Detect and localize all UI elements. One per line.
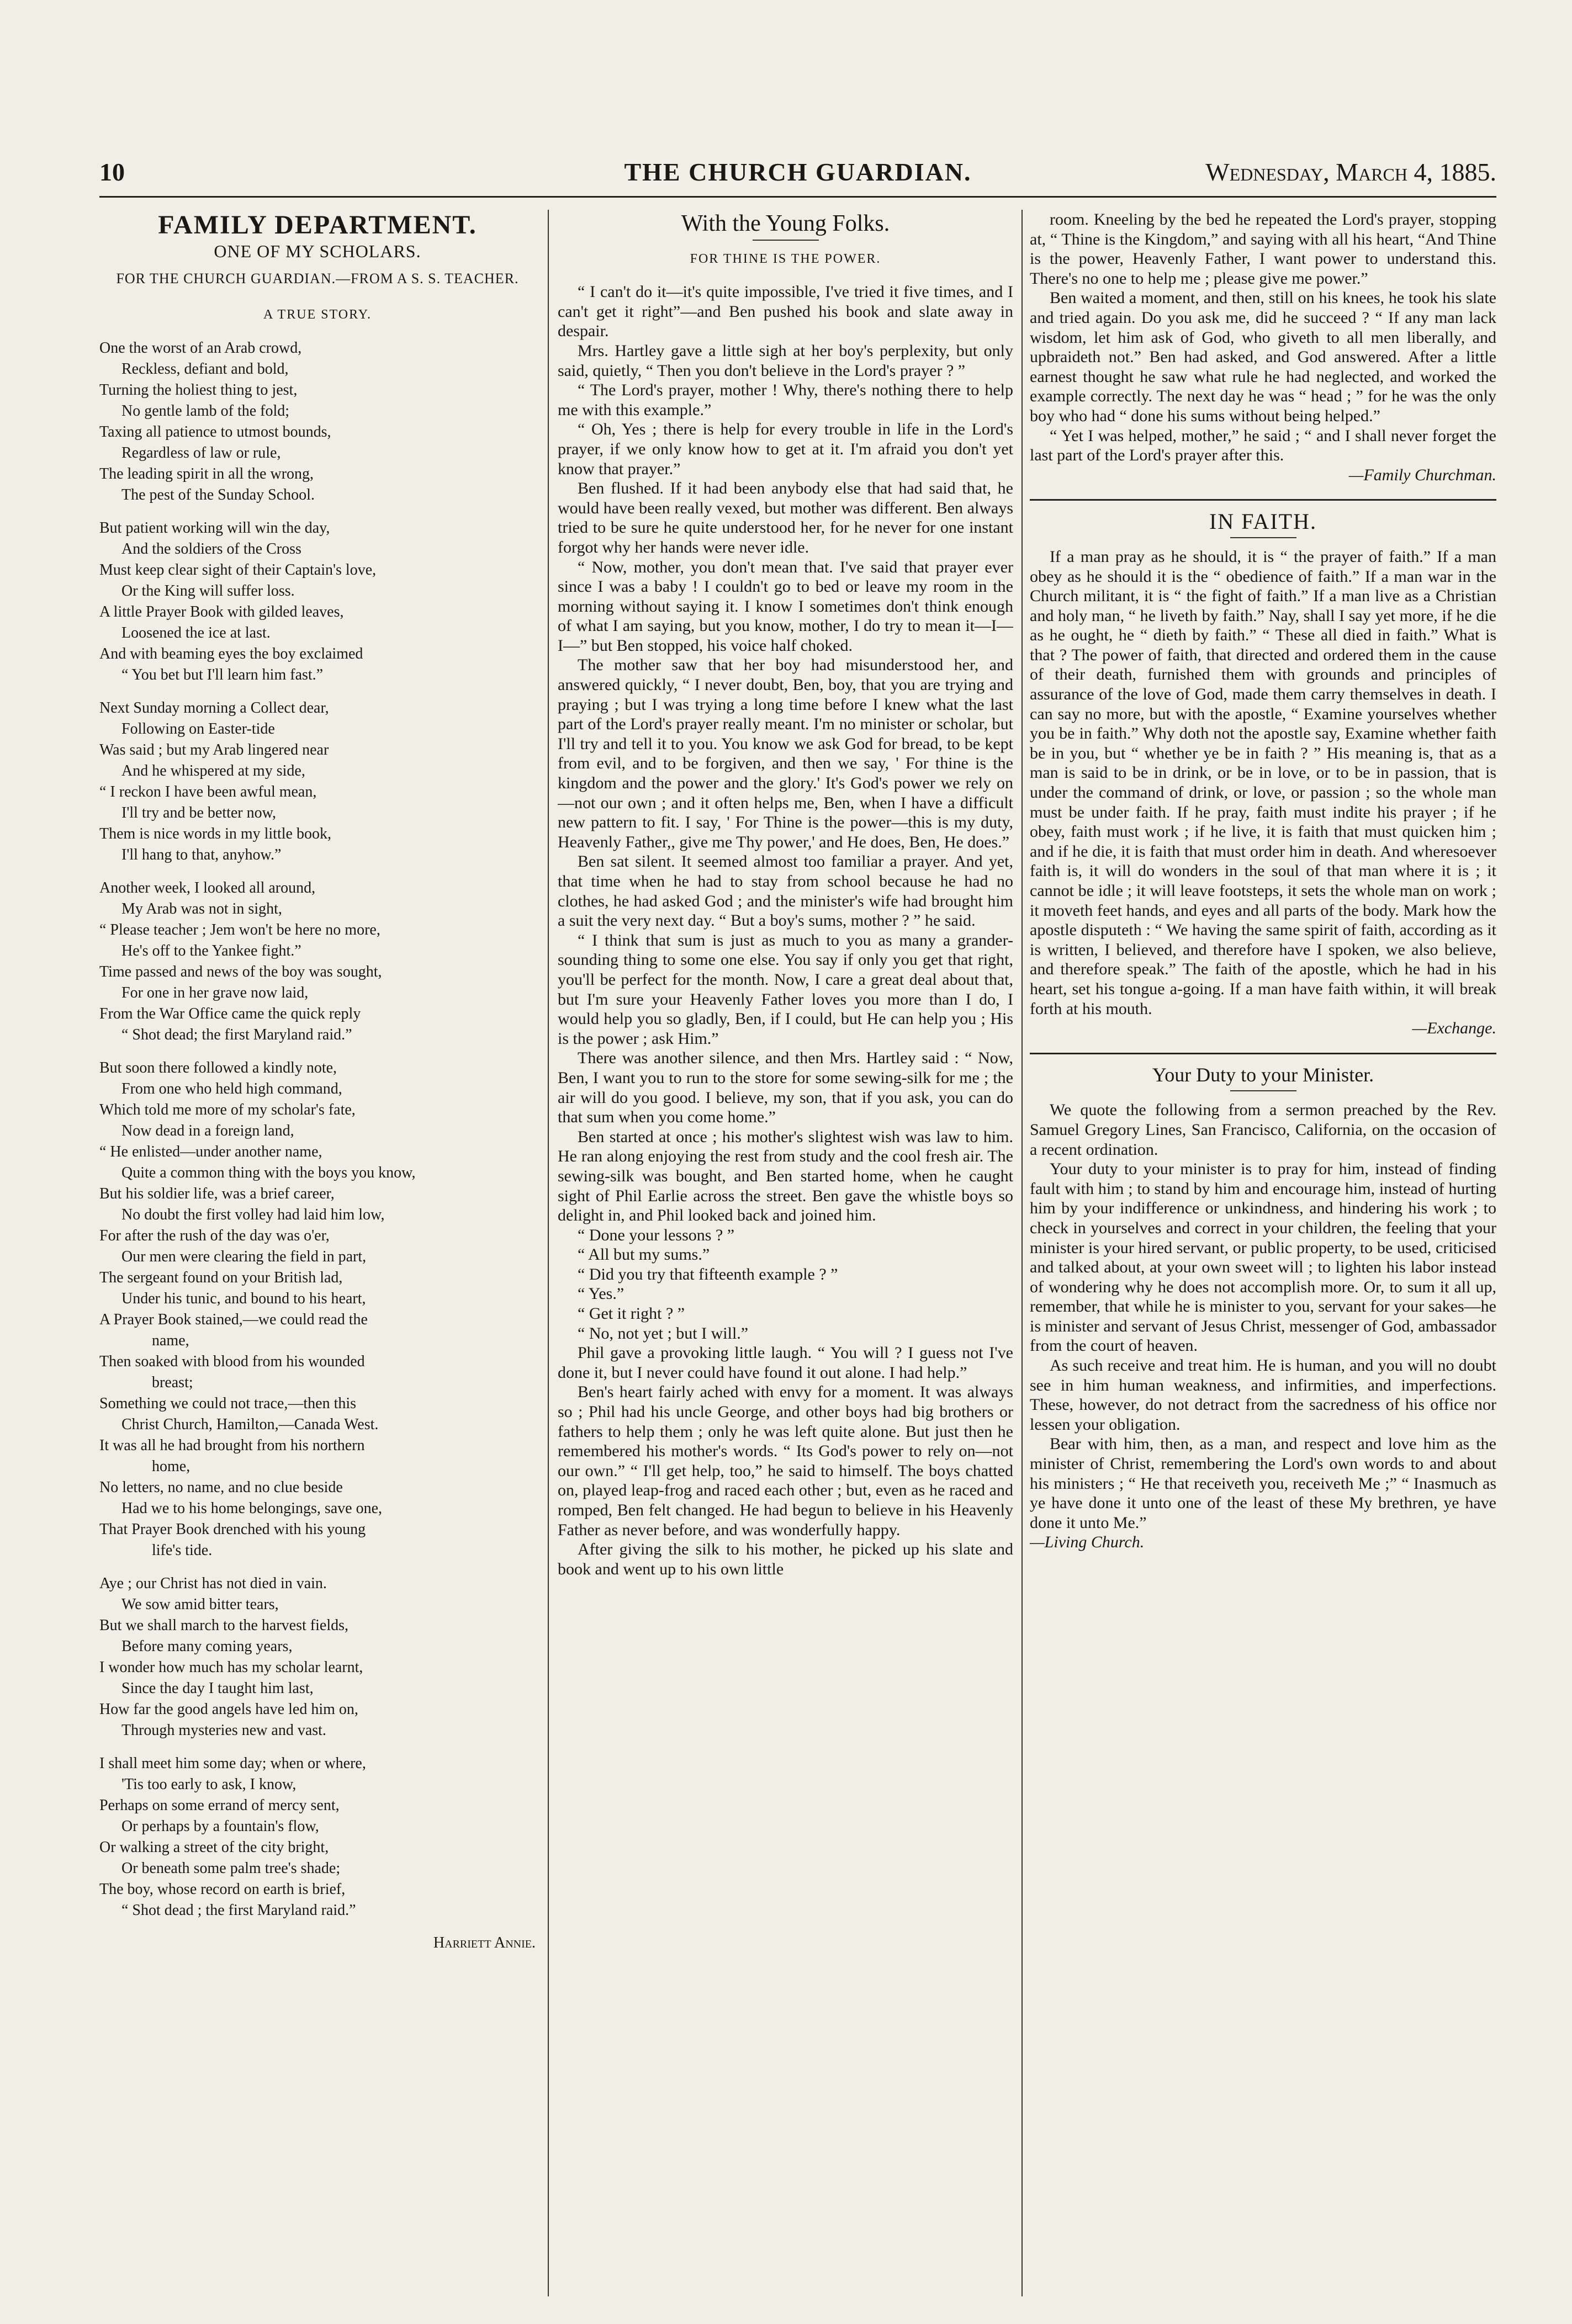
story-paragraph: “ Did you try that fifteenth example ? ” <box>578 1265 838 1283</box>
poem-line: Before many coming years, <box>121 1638 293 1656</box>
poem-line: Or the King will suffer loss. <box>121 582 295 600</box>
story-paragraph: Ben started at once ; his mother's slightest wish was law to him. He ran along enjoying the rest from study and the cool fresh air. The sewing-silk was bought, and Ben started home, when he caught sight of Phil Earlie across the street. Ben gave the whistle boys so delight in, and Phil looked back and joined him. <box>558 1127 1013 1225</box>
source-credit: —Exchange. <box>1412 1019 1496 1038</box>
poem-line: Or walking a street of the city bright, <box>99 1839 329 1856</box>
poem-line: Was said ; but my Arab lingered near <box>99 741 329 759</box>
story-paragraph: There was another silence, and then Mrs. Hartley said : “ Now, Ben, I want you to run to the store for some sewing-silk for me ; the air will do you good. I believe, my son, that if you ask, you can do that sum when you come home.” <box>558 1049 1013 1127</box>
poem-line: Loosened the ice at last. <box>121 624 271 642</box>
page-header <box>99 157 1496 190</box>
poem-line: But we shall march to the harvest fields, <box>99 1617 348 1635</box>
poem-line: But patient working will win the day, <box>99 519 330 537</box>
story-continuation <box>1030 210 1496 465</box>
poem-line: “ Shot dead ; the first Maryland raid.” <box>121 1902 356 1919</box>
heading-rule <box>1230 1090 1296 1091</box>
story-paragraph: “ All but my sums.” <box>578 1245 710 1264</box>
poem-line: Something we could not trace,—then this <box>99 1395 357 1413</box>
section-rule <box>1030 499 1496 501</box>
heading-rule <box>753 240 819 241</box>
source-credit: —Family Churchman. <box>1348 465 1496 484</box>
poem-subline: A TRUE STORY. <box>263 307 372 322</box>
poem-line: Next Sunday morning a Collect dear, <box>99 699 329 717</box>
story-paragraph: “ Oh, Yes ; there is help for every trouble in life in the Lord's prayer, if we only know how to get at it. I'm afraid you don't yet know that prayer.” <box>558 420 1013 478</box>
story-paragraph: “ I think that sum is just as much to you as many a grander-sounding thing to some one else. You say if only you get that right, you'll be perfect for the month. Now, I care a great deal about that, but I'm sure your Heavenly Father loves you more than I do, I would help you so gladly, Ben, if I could, but He can help you ; His is the power ; ask Him.” <box>558 931 1013 1048</box>
poem-line: The pest of the Sunday School. <box>121 486 315 504</box>
poem-line: I wonder how much has my scholar learnt, <box>99 1659 363 1676</box>
story-paragraph: “ No, not yet ; but I will.” <box>578 1324 749 1343</box>
column-young-folks <box>558 210 1013 2296</box>
faith-heading: IN FAITH. <box>1209 509 1317 534</box>
poem-line: And he whispered at my side, <box>121 762 305 780</box>
poem-line: Taxing all patience to utmost bounds, <box>99 423 331 441</box>
poem-stanza <box>99 1753 536 1921</box>
poem-stanza <box>99 518 536 686</box>
story-body <box>558 282 1013 1579</box>
poem-line: No letters, no name, and no clue beside <box>99 1479 343 1497</box>
section-heading: With the Young Folks. <box>681 211 890 236</box>
column-divider <box>548 210 549 2296</box>
poem-line: 'Tis too early to ask, I know, <box>121 1776 297 1794</box>
poem-line: But soon there followed a kindly note, <box>99 1059 337 1077</box>
poem-line: Which told me more of my scholar's fate, <box>99 1101 356 1119</box>
poem-title: ONE OF MY SCHOLARS. <box>214 241 421 261</box>
poem-line: I'll hang to that, anyhow.” <box>121 846 282 864</box>
department-title: FAMILY DEPARTMENT. <box>158 210 477 240</box>
poem-line: Had we to his home belongings, save one, <box>121 1500 383 1518</box>
poem-line: We sow amid bitter tears, <box>121 1596 279 1614</box>
poem-line: Our men were clearing the field in part, <box>121 1248 367 1266</box>
story-paragraph: Mrs. Hartley gave a little sigh at her boy's perplexity, but only said, quietly, “ Then you don't believe in the Lord's prayer ? ” <box>558 341 1013 380</box>
poem-line: No doubt the first volley had laid him low, <box>121 1206 385 1224</box>
source-credit: —Living Church. <box>1030 1533 1145 1552</box>
poem-line: One the worst of an Arab crowd, <box>99 339 302 357</box>
poem-line: Another week, I looked all around, <box>99 879 316 897</box>
poem-line: Turning the holiest thing to jest, <box>99 381 298 399</box>
story-paragraph: “ Yes.” <box>578 1285 624 1303</box>
story-paragraph: Phil gave a provoking little laugh. “ You will ? I guess not I've done it, but I never could have found it out alone. I had help.” <box>558 1344 1013 1382</box>
poem-author: Harriett Annie. <box>433 1934 536 1952</box>
poem-line: Following on Easter-tide <box>121 720 275 738</box>
poem-line: name, <box>152 1332 189 1350</box>
duty-heading: Your Duty to your Minister. <box>1152 1063 1374 1086</box>
poem-line: My Arab was not in sight, <box>121 900 282 918</box>
poem-line: The leading spirit in all the wrong, <box>99 465 314 483</box>
poem-line: Or perhaps by a fountain's flow, <box>121 1818 319 1835</box>
poem-line: “ I reckon I have been awful mean, <box>99 783 317 801</box>
masthead-title: THE CHURCH GUARDIAN. <box>624 158 972 186</box>
poem-line: It was all he had brought from his northern <box>99 1437 365 1455</box>
poem-line: For one in her grave now laid, <box>121 984 309 1002</box>
poem-line: Christ Church, Hamilton,—Canada West. <box>121 1416 379 1434</box>
poem-line: Perhaps on some errand of mercy sent, <box>99 1797 340 1814</box>
poem-line: “ He enlisted—under another name, <box>99 1143 322 1161</box>
poem-line: Must keep clear sight of their Captain's love, <box>99 561 377 579</box>
duty-paragraph: We quote the following from a sermon preached by the Rev. Samuel Gregory Lines, San Francisco, California, on the occasion of a recent ordination. <box>1030 1101 1496 1159</box>
poem-line: How far the good angels have led him on, <box>99 1701 358 1718</box>
story-paragraph: “ Done your lessons ? ” <box>578 1225 735 1244</box>
page-number: 10 <box>99 158 125 186</box>
poem-line: I shall meet him some day; when or where, <box>99 1755 366 1773</box>
header-rule <box>99 196 1496 198</box>
poem-line: life's tide. <box>152 1542 213 1559</box>
poem-line: From one who held high command, <box>121 1080 342 1098</box>
poem-body <box>99 338 536 1921</box>
story-paragraph: room. Kneeling by the bed he repeated the Lord's prayer, stopping at, “ Thine is the Kingdom,” and saying with all his heart, “And Thine is the power, Heavenly Father, I want power to understand this. There's no one to help me ; please give me power.” <box>1030 210 1496 288</box>
poem-line: “ Shot dead; the first Maryland raid.” <box>121 1026 352 1044</box>
poem-line: Through mysteries new and vast. <box>121 1722 326 1739</box>
duty-paragraph: As such receive and treat him. He is human, and you will no doubt see in him human weakness, and infirmities, and imperfections. These, however, do not detract from the sacredness of his office nor lessen your obligation. <box>1030 1356 1496 1434</box>
poem-line: For after the rush of the day was o'er, <box>99 1227 330 1245</box>
faith-paragraph: If a man pray as he should, it is “ the prayer of faith.” If a man obey as he should it is the “ obedience of faith.” If a man war in the Church militant, it is “ the fight of faith.” If a man live as a Christian and holy man, “ he liveth by faith.” Nay, shall I say yet more, if he die as he ought, he “ dieth by faith.” “ These all died in faith.” What is that ? The power of faith, that directed and ordered them in the cause of their death, furnished them with grounds and principles of assurance of the love of God, made them carry themselves in death. I can say no more, but with the apostle, “ Examine yourselves whether you be in faith.” Why doth not the apostle say, Examine whether faith be in you, but “ whether ye be in faith ? ” His meaning is, that as a man is said to be in drink, or be in love, or to be in passion, that is under the command of drink, or love, or passion ; so the whole man must be under faith. If he pray, faith must indite his prayer ; if he obey, faith must work ; if he live, it is faith that must quicken him ; and if he die, it is faith that must order him in death. And wheresoever faith is, it will do wonders in the soul of that man where it is ; it cannot be idle ; it will leave footsteps, it sets the whole man on work ; it moveth feet hands, and eyes and all parts of the body. Mark how the apostle disputeth : “ We having the same spirit of faith, according as it is written, I believed, and therefore have I spoken, we also believe, and therefore speak.” The faith of the apostle, which he had in his heart, set his tongue a-going. If a man have faith within, it will break forth at his mouth. <box>1030 547 1496 1018</box>
poem-line: Them is nice words in my little book, <box>99 825 331 843</box>
poem-line: The boy, whose record on earth is brief, <box>99 1881 346 1898</box>
poem-line: The sergeant found on your British lad, <box>99 1269 343 1287</box>
poem-line: breast; <box>152 1374 193 1392</box>
poem-stanza <box>99 878 536 1046</box>
poem-stanza <box>99 338 536 506</box>
poem-line: Time passed and news of the boy was sought, <box>99 963 382 981</box>
poem-line: Reckless, defiant and bold, <box>121 360 289 378</box>
poem-line: But his soldier life, was a brief career, <box>99 1185 335 1203</box>
poem-stanza <box>99 1573 536 1741</box>
poem-stanza <box>99 698 536 866</box>
duty-paragraph: Your duty to your minister is to pray for him, instead of finding fault with him ; to stand by him and encourage him, instead of hurting him by your indifference or unkindness, and hindering his work ; to check in yourselves and correct in your children, the feeling that your minister is your hired servant, or public property, to be used, criticised and talked about, at your own sweet will ; to lighten his labor instead of wondering why he does not accomplish more. Or, to sum it all up, remember, that while he is minister to you, servant for your sakes—he is minister and servant of Jesus Christ, messenger of God, ambassador from the court of heaven. <box>1030 1160 1496 1355</box>
story-paragraph: “ I can't do it—it's quite impossible, I've tried it five times, and I can't get it right”—and Ben pushed his book and slate away in despair. <box>558 283 1013 341</box>
poem-line: A Prayer Book stained,—we could read the <box>99 1311 368 1329</box>
poem-line: Aye ; our Christ has not died in vain. <box>99 1575 327 1593</box>
story-paragraph: “ Get it right ? ” <box>578 1304 685 1323</box>
story-paragraph: The mother saw that her boy had misunderstood her, and answered quickly, “ I never doubt, Ben, boy, that you are trying and praying ; but I was trying a long time before I knew what the last part of the Lord's prayer really meant. I'm no minister or scholar, but I'll try and tell it to you. You know we ask God for bread, to be kept from evil, and to be forgiven, and then we say, ' For thine is the kingdom and the power and the glory.' It's God's power we rely on—not our own ; and it often helps me, Ben, when I have a difficult new pattern to fit. I say, ' For Thine is the power—this is my duty, Heavenly Father,, give me Thy power,' and He does, Ben, He does.” <box>558 656 1013 851</box>
story-paragraph: Ben waited a moment, and then, still on his knees, he took his slate and tried again. Do you ask me, did he succeed ? “ If any man lack wisdom, let him ask of God, who giveth to all men liberally, and upbraideth not.” Ben had asked, and God answered. After a little earnest thought he saw what rule he had neglected, and worked the example correctly. The next day he was “ head ; ” for he was the only boy who had “ done his sums without being helped.” <box>1030 289 1496 425</box>
poem-byline: FOR THE CHURCH GUARDIAN.—FROM A S. S. TEACHER. <box>116 270 519 287</box>
poem-line: From the War Office came the quick reply <box>99 1005 361 1023</box>
story-paragraph: “ Now, mother, you don't mean that. I've said that prayer ever since I was a baby ! I couldn't go to bed or leave my room in the morning without saying it. I know I sometimes don't think enough of what I am saying, but you know, mother, I do try to mean it—I—I—” but Ben stopped, his voice half choked. <box>558 558 1013 655</box>
duty-paragraph: Bear with him, then, as a man, and respect and love him as the minister of Christ, remembering the Lord's own words to and about his ministers ; “ He that receiveth you, receiveth Me ;” “ Inasmuch as ye have done it unto one of the least of these My brethren, ye have done it unto Me.” <box>1030 1435 1496 1532</box>
story-paragraph: After giving the silk to his mother, he picked up his slate and book and went up to his own little <box>558 1540 1013 1578</box>
column-right <box>1030 210 1496 2296</box>
issue-date: Wednesday, March 4, 1885. <box>1205 158 1496 186</box>
poem-line: Or beneath some palm tree's shade; <box>121 1860 341 1877</box>
poem-line: And the soldiers of the Cross <box>121 540 301 558</box>
poem-line: No gentle lamb of the fold; <box>121 402 290 420</box>
story-paragraph: Ben flushed. If it had been anybody else that had said that, he would have been really vexed, but mother was different. Ben always tried to be sure he quite understood her, for he never for one instant forgot why her hands were never idle. <box>558 479 1013 556</box>
poem-line: “ You bet but I'll learn him fast.” <box>121 666 324 684</box>
poem-line: That Prayer Book drenched with his young <box>99 1521 366 1538</box>
poem-line: I'll try and be better now, <box>121 804 277 822</box>
poem-line: Since the day I taught him last, <box>121 1680 314 1697</box>
poem-stanza <box>99 1058 536 1561</box>
story-paragraph: Ben sat silent. It seemed almost too familiar a prayer. And yet, that time when he had to stay from school because he had no clothes, he had asked God ; and the minister's wife had brought him a suit the very next day. “ But a boy's sums, mother ? ” he said. <box>558 852 1013 930</box>
poem-line: Quite a common thing with the boys you know, <box>121 1164 416 1182</box>
duty-body <box>1030 1100 1496 1532</box>
story-title: FOR THINE IS THE POWER. <box>690 251 881 266</box>
poem-line: home, <box>152 1458 190 1476</box>
poem-line: Under his tunic, and bound to his heart, <box>121 1290 366 1308</box>
column-family-department <box>99 210 536 2296</box>
poem-line: A little Prayer Book with gilded leaves, <box>99 603 344 621</box>
section-rule <box>1030 1053 1496 1054</box>
story-paragraph: “ The Lord's prayer, mother ! Why, there's nothing there to help me with this example.” <box>558 381 1013 419</box>
story-paragraph: “ Yet I was helped, mother,” he said ; “ and I shall never forget the last part of the Lord's prayer after this. <box>1030 426 1496 465</box>
poem-line: And with beaming eyes the boy exclaimed <box>99 645 363 663</box>
story-paragraph: Ben's heart fairly ached with envy for a moment. It was always so ; Phil had his uncle George, and other boys had big brothers or fathers to help them ; only he was left quite alone. But just then he remembered his mother's words. “ Its God's power to rely on—not our own.” “ I'll get help, too,” he said to himself. The boys chatted on, played leap-frog and raced each other ; but, even as he raced and romped, Ben felt changed. He had begun to believe in his Heavenly Father as never before, and was wonderfully happy. <box>558 1383 1013 1539</box>
column-divider <box>1021 210 1023 2296</box>
poem-line: Now dead in a foreign land, <box>121 1122 294 1140</box>
heading-rule <box>1230 537 1296 538</box>
poem-line: He's off to the Yankee fight.” <box>121 942 301 960</box>
poem-line: “ Please teacher ; Jem won't be here no more, <box>99 921 380 939</box>
poem-line: Regardless of law or rule, <box>121 444 281 462</box>
poem-line: Then soaked with blood from his wounded <box>99 1353 365 1371</box>
